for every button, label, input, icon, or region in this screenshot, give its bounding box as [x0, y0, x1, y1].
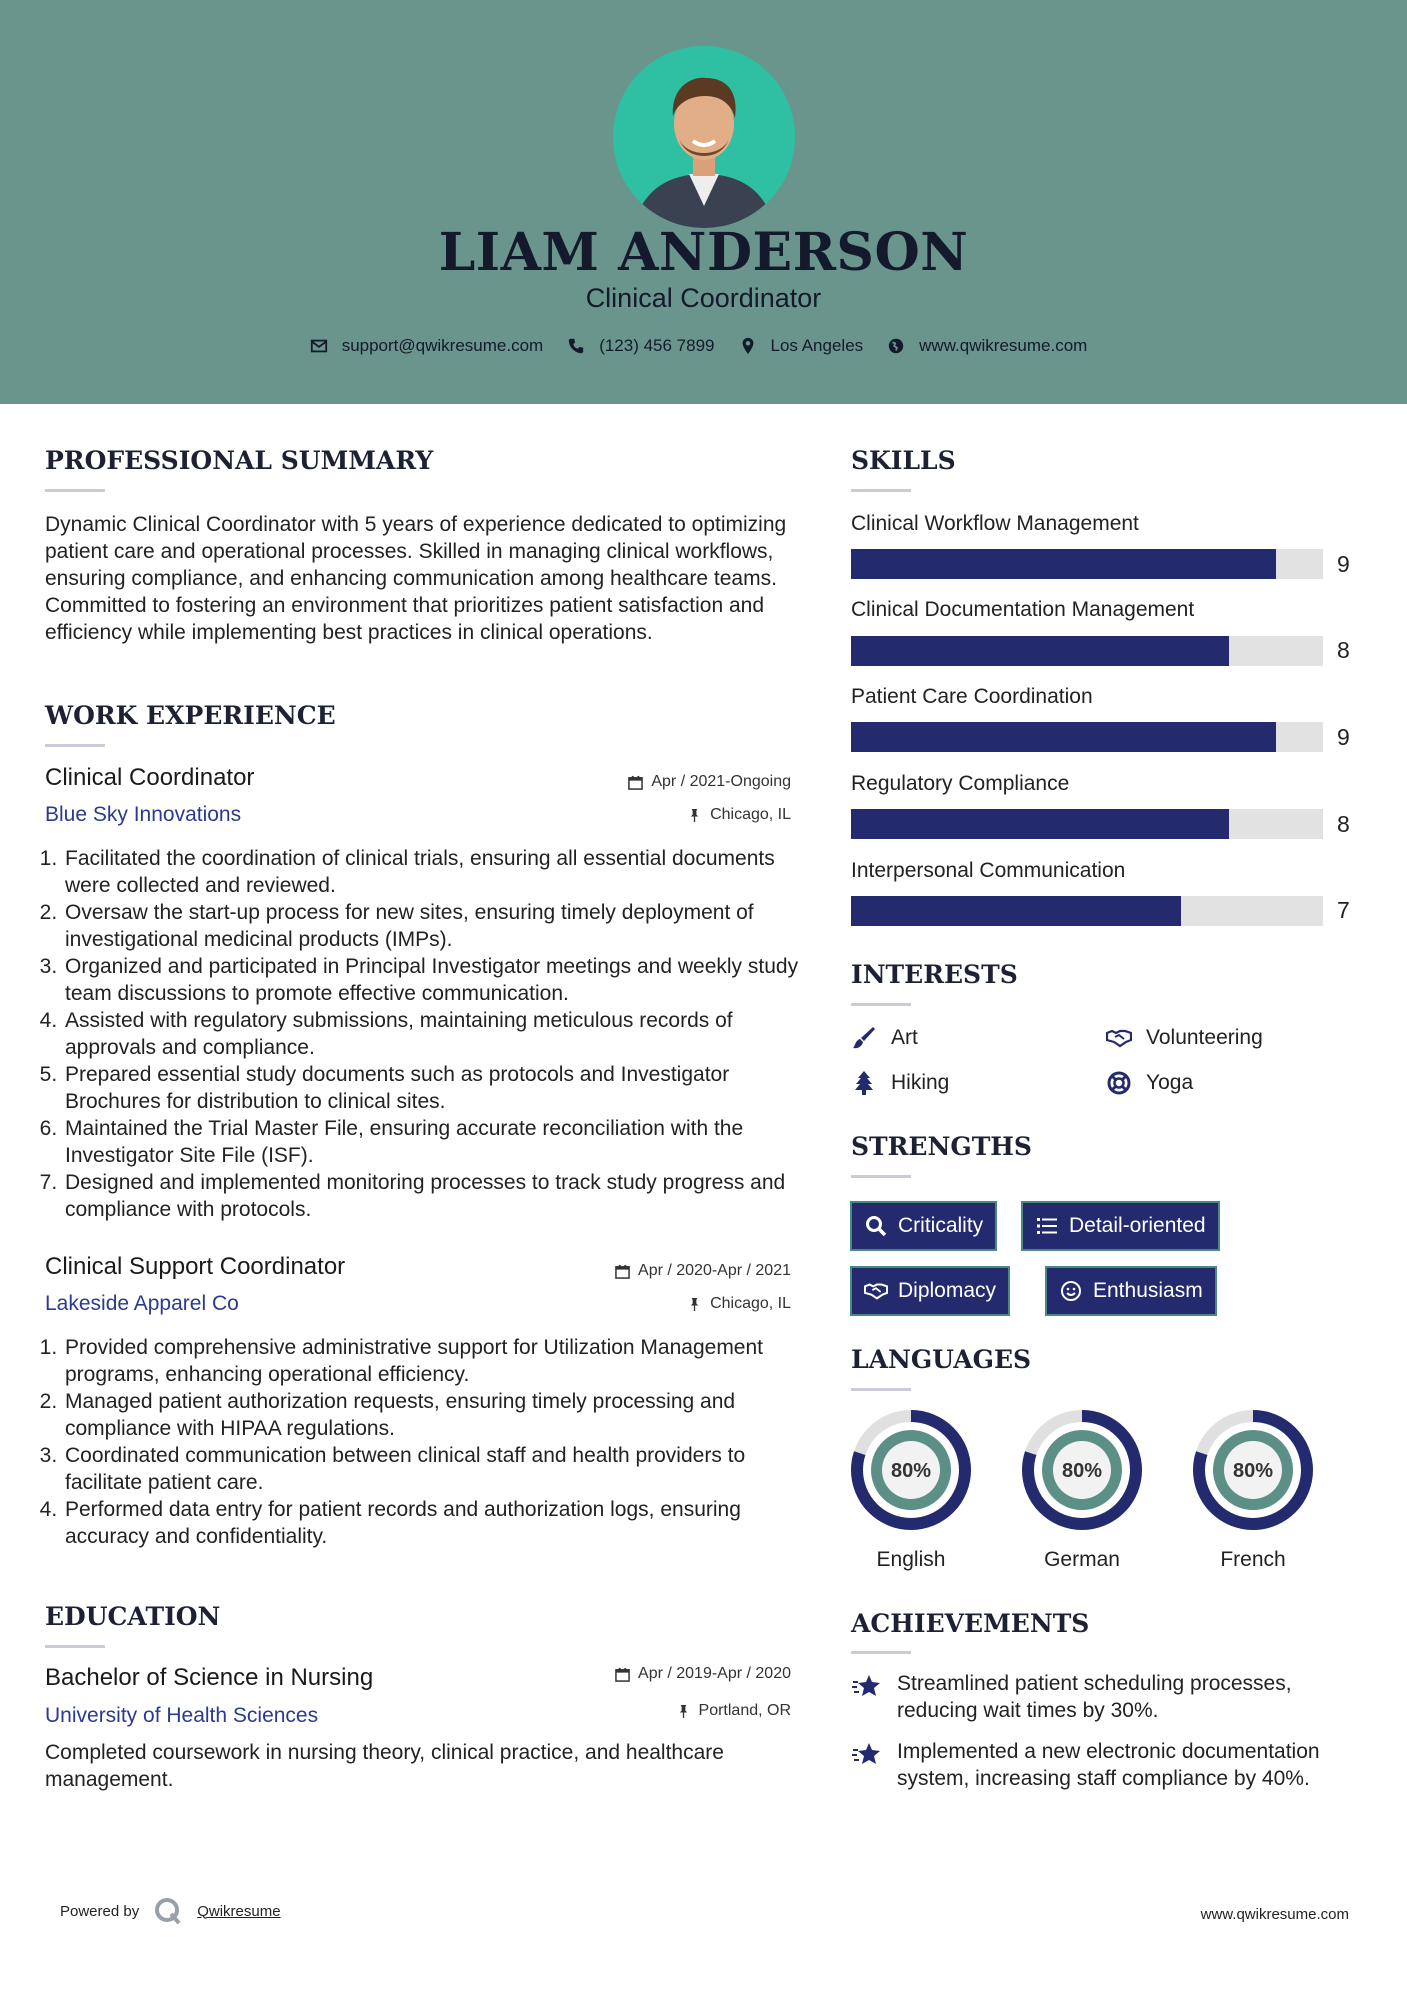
skill-score: 9: [1337, 551, 1350, 577]
language-percent: 80%: [1061, 1460, 1103, 1482]
skill-bar-track: [851, 809, 1323, 839]
education-divider: [45, 1645, 105, 1648]
company-name: Blue Sky Innovations: [45, 803, 242, 826]
email-text: support@qwikresume.com: [341, 336, 544, 355]
list-item: 1. Provided comprehensive administrative support for Utilization Management programs, enhancing operational efficiency.: [63, 1334, 813, 1388]
education-dates: Apr / 2019-Apr / 2020: [540, 1665, 791, 1683]
job-responsibilities: [45, 1334, 813, 1550]
list-item: 2. Oversaw the start-up process for new sites, ensuring timely deployment of investigational medicinal products (IMPs).: [63, 899, 813, 953]
language-progress-ring: [1192, 1409, 1314, 1531]
footer-website[interactable]: www.qwikresume.com: [1200, 1906, 1349, 1923]
languages-heading: LANGUAGES: [851, 1345, 1032, 1374]
language-name: English: [876, 1548, 946, 1571]
skill-bar-fill: [851, 809, 1229, 839]
thumbtack-icon: [687, 1297, 702, 1312]
star-award-icon: [851, 1738, 883, 1770]
phone-icon: [567, 337, 585, 355]
list-item: 3. Organized and participated in Principal Investigator meetings and weekly study team discussions to promote effective communication.: [63, 953, 813, 1007]
powered-by-text: Powered by: [60, 1902, 140, 1920]
calendar-icon: [615, 1667, 630, 1682]
job-dates: Apr / 2021-Ongoing: [560, 773, 791, 791]
skill-label: Patient Care Coordination: [851, 685, 1093, 708]
globe-icon: [887, 337, 905, 355]
candidate-name: LIAM ANDERSON: [438, 222, 969, 283]
interests-heading: INTERESTS: [851, 960, 1018, 989]
list-item: 7. Designed and implemented monitoring processes to track study progress and compliance with protocols.: [63, 1169, 813, 1223]
language-progress-ring: [1021, 1409, 1143, 1531]
footer-powered-by: [60, 1896, 281, 1926]
paintbrush-icon: [851, 1025, 877, 1051]
interest-item: Art: [851, 1025, 918, 1051]
list-item: 2. Managed patient authorization requests, ensuring timely processing and compliance with HIPAA regulations.: [63, 1388, 813, 1442]
degree-title: Bachelor of Science in Nursing: [45, 1664, 374, 1691]
resume-header: [0, 0, 1407, 404]
job-title: Clinical Coordinator: [45, 764, 255, 791]
map-pin-icon: [739, 337, 757, 355]
skill-bar-fill: [851, 636, 1229, 666]
strength-tag: Diplomacy: [850, 1266, 1010, 1316]
job-dates: Apr / 2020-Apr / 2021: [540, 1262, 791, 1280]
strength-tag: Enthusiasm: [1045, 1266, 1217, 1316]
skill-score: 8: [1337, 637, 1350, 663]
strength-tag: Detail-oriented: [1021, 1201, 1220, 1251]
job-title: Clinical Support Coordinator: [45, 1253, 346, 1280]
school-name: University of Health Sciences: [45, 1704, 319, 1727]
language-name: French: [1220, 1548, 1286, 1571]
education-location: Portland, OR: [540, 1702, 791, 1720]
strengths-heading: STRENGTHS: [851, 1132, 1032, 1161]
language-percent: 80%: [890, 1460, 932, 1482]
handshake-icon: [1106, 1025, 1132, 1051]
skill-bar-fill: [851, 549, 1276, 579]
strength-tag: Criticality: [850, 1201, 997, 1251]
skill-score: 7: [1337, 897, 1350, 923]
list-item: 3. Coordinated communication between clinical staff and health providers to facilitate patient care.: [63, 1442, 813, 1496]
contact-phone[interactable]: [567, 336, 714, 356]
skill-bar-track: [851, 549, 1323, 579]
smile-icon: [1059, 1279, 1083, 1303]
company-name: Lakeside Apparel Co: [45, 1292, 239, 1315]
candidate-role: Clinical Coordinator: [585, 283, 822, 313]
skill-bar-fill: [851, 896, 1181, 926]
skill-score: 8: [1337, 811, 1350, 837]
experience-heading: WORK EXPERIENCE: [45, 701, 336, 730]
language-item: [850, 1409, 972, 1572]
calendar-icon: [628, 775, 643, 790]
experience-divider: [45, 744, 105, 747]
contact-bar: [0, 336, 1407, 356]
skill-bar-track: [851, 896, 1323, 926]
achievements-divider: [851, 1651, 911, 1654]
list-item: 4. Assisted with regulatory submissions, maintaining meticulous records of approvals and compliance.: [63, 1007, 813, 1061]
language-name: German: [1044, 1548, 1120, 1571]
contact-location: [739, 336, 864, 356]
list-item: 1. Facilitated the coordination of clinical trials, ensuring all essential documents were collected and reviewed.: [63, 845, 813, 899]
job-location: Chicago, IL: [560, 1295, 791, 1313]
qwikresume-link[interactable]: Qwikresume: [197, 1902, 281, 1920]
tree-icon: [851, 1070, 877, 1096]
contact-website[interactable]: [887, 336, 1087, 356]
skill-score: 9: [1337, 724, 1350, 750]
search-icon: [864, 1214, 888, 1238]
skill-bar-fill: [851, 722, 1276, 752]
phone-text: (123) 456 7899: [599, 336, 715, 355]
skill-label: Interpersonal Communication: [851, 859, 1126, 882]
lifering-icon: [1106, 1070, 1132, 1096]
list-item: 5. Prepared essential study documents such as protocols and Investigator Brochures for distribution to clinical sites.: [63, 1061, 813, 1115]
achievements-heading: ACHIEVEMENTS: [851, 1609, 1090, 1638]
list-icon: [1035, 1214, 1059, 1238]
skills-heading: SKILLS: [851, 446, 956, 475]
summary-text: Dynamic Clinical Coordinator with 5 years of experience dedicated to optimizing patient care and operational processes. Skilled in managing clinical workflows, ensuring compliance, and enhancing communication among healthcare teams. Committed to fostering an environment that prioritizes patient satisfaction and efficiency while implementing best practices in clinical operations.: [45, 513, 787, 644]
education-heading: EDUCATION: [45, 1602, 221, 1631]
achievement-item: Implemented a new electronic documentation system, increasing staff compliance by 40%.: [851, 1738, 1351, 1792]
strengths-divider: [851, 1175, 911, 1178]
skill-label: Regulatory Compliance: [851, 772, 1070, 795]
languages-divider: [851, 1388, 911, 1391]
qwikresume-logo-icon: [153, 1896, 183, 1926]
thumbtack-icon: [676, 1704, 691, 1719]
interest-item: Hiking: [851, 1070, 949, 1096]
achievement-item: Streamlined patient scheduling processes, reducing wait times by 30%.: [851, 1670, 1351, 1724]
skill-label: Clinical Workflow Management: [851, 512, 1139, 535]
interest-item: Yoga: [1106, 1070, 1193, 1096]
skill-label: Clinical Documentation Management: [851, 598, 1195, 621]
envelope-icon: [310, 337, 328, 355]
language-item: [1192, 1409, 1314, 1572]
job-location: Chicago, IL: [560, 806, 791, 824]
contact-email[interactable]: [310, 336, 544, 356]
interests-divider: [851, 1003, 911, 1006]
thumbtack-icon: [687, 808, 702, 823]
summary-heading: PROFESSIONAL SUMMARY: [45, 446, 434, 475]
job-responsibilities: [45, 845, 813, 1223]
profile-photo: [613, 46, 795, 228]
handshake-icon: [864, 1279, 888, 1303]
skill-bar-track: [851, 722, 1323, 752]
website-text: www.qwikresume.com: [919, 336, 1088, 355]
summary-divider: [45, 489, 105, 492]
list-item: 4. Performed data entry for patient records and authorization logs, ensuring accuracy and confidentiality.: [63, 1496, 813, 1550]
language-item: [1021, 1409, 1143, 1572]
interest-item: Volunteering: [1106, 1025, 1263, 1051]
star-award-icon: [851, 1670, 883, 1702]
person-avatar-icon: [613, 46, 795, 228]
list-item: 6. Maintained the Trial Master File, ensuring accurate reconciliation with the Investigator Site File (ISF).: [63, 1115, 813, 1169]
location-text: Los Angeles: [770, 336, 864, 355]
calendar-icon: [615, 1264, 630, 1279]
skill-bar-track: [851, 636, 1323, 666]
language-percent: 80%: [1232, 1460, 1274, 1482]
language-progress-ring: [850, 1409, 972, 1531]
education-text: Completed coursework in nursing theory, clinical practice, and healthcare management.: [45, 1741, 724, 1791]
skills-divider: [851, 489, 911, 492]
